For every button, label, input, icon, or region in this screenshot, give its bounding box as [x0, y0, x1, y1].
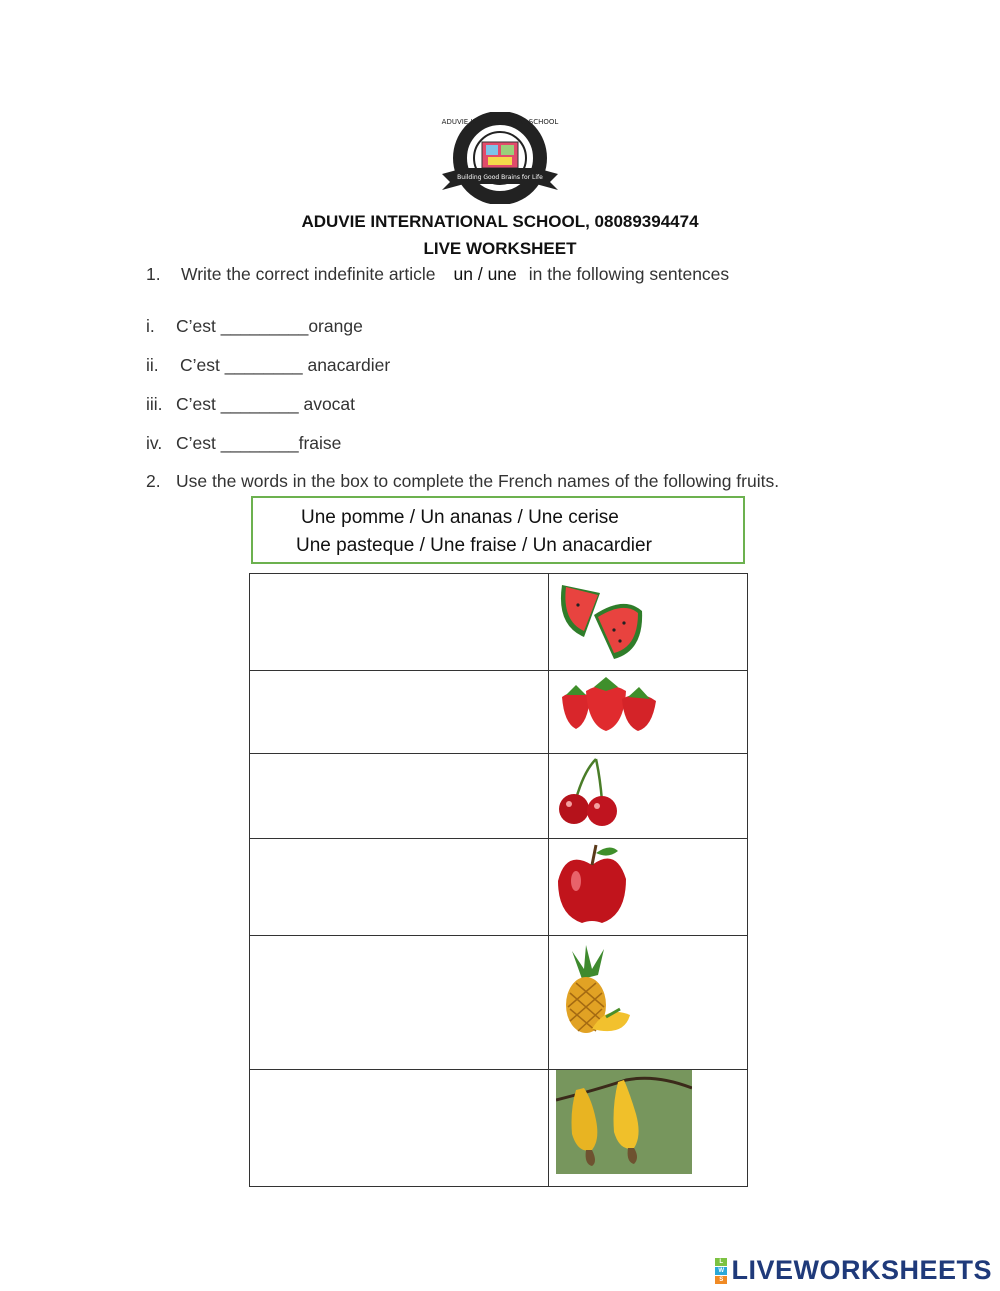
- logo-text: ADUVIE INTERNATIONAL SCHOOL: [441, 118, 559, 126]
- answer-cell-1[interactable]: [250, 574, 548, 670]
- worksheet-title: LIVE WORKSHEET: [423, 239, 577, 258]
- item-roman: i.: [146, 316, 155, 336]
- answer-cell-3[interactable]: [250, 754, 548, 838]
- question-2-prompt: Use the words in the box to complete the French names of the following fruits.: [176, 471, 780, 491]
- item-roman: iii.: [146, 394, 163, 414]
- question-1-prompt: Write the correct indefinite article: [181, 264, 436, 284]
- apple-image: [556, 841, 628, 927]
- liveworksheets-watermark: [715, 1255, 992, 1286]
- sentence-item: [146, 433, 341, 454]
- word-box: [251, 496, 745, 564]
- word-box-line-1: Une pomme / Un ananas / Une cerise: [301, 507, 619, 528]
- answer-cell-5[interactable]: [250, 936, 548, 1069]
- question-1: [146, 264, 729, 285]
- logo-motto: Building Good Brains for Life: [457, 174, 543, 181]
- sentence-text[interactable]: C’est _________orange: [176, 316, 363, 336]
- question-1-number: 1.: [146, 264, 161, 284]
- watermelon-image: [554, 575, 646, 663]
- item-roman: ii.: [146, 355, 159, 375]
- pineapple-image: [556, 943, 634, 1039]
- answer-cell-2[interactable]: [250, 671, 548, 753]
- school-name: ADUVIE INTERNATIONAL SCHOOL, 08089394474: [301, 212, 699, 231]
- sentence-text[interactable]: C’est ________ avocat: [176, 394, 356, 414]
- answer-cell-4[interactable]: [250, 839, 548, 935]
- sentence-item: [146, 394, 355, 415]
- sentence-text[interactable]: C’est ________fraise: [176, 433, 342, 453]
- sentence-item: [146, 316, 363, 337]
- school-logo: [438, 112, 562, 204]
- question-1-prompt-end: in the following sentences: [528, 264, 730, 284]
- question-2-number: 2.: [146, 471, 161, 491]
- cherry-image: [556, 757, 624, 827]
- question-2: [146, 471, 779, 492]
- item-roman: iv.: [146, 433, 163, 453]
- strawberry-image: [556, 673, 662, 733]
- word-box-line-2: Une pasteque / Une fraise / Un anacardier: [296, 535, 652, 556]
- fruit-table: [249, 573, 748, 1187]
- watermark-text: LIVEWORKSHEETS: [731, 1255, 992, 1285]
- answer-cell-6[interactable]: [250, 1070, 548, 1186]
- cashew-image: [556, 1070, 692, 1174]
- sentence-item: [146, 355, 390, 376]
- watermark-blocks-icon: L W S: [715, 1258, 727, 1285]
- sentence-text[interactable]: C’est ________ anacardier: [180, 355, 391, 375]
- article-options: un / une: [453, 264, 517, 284]
